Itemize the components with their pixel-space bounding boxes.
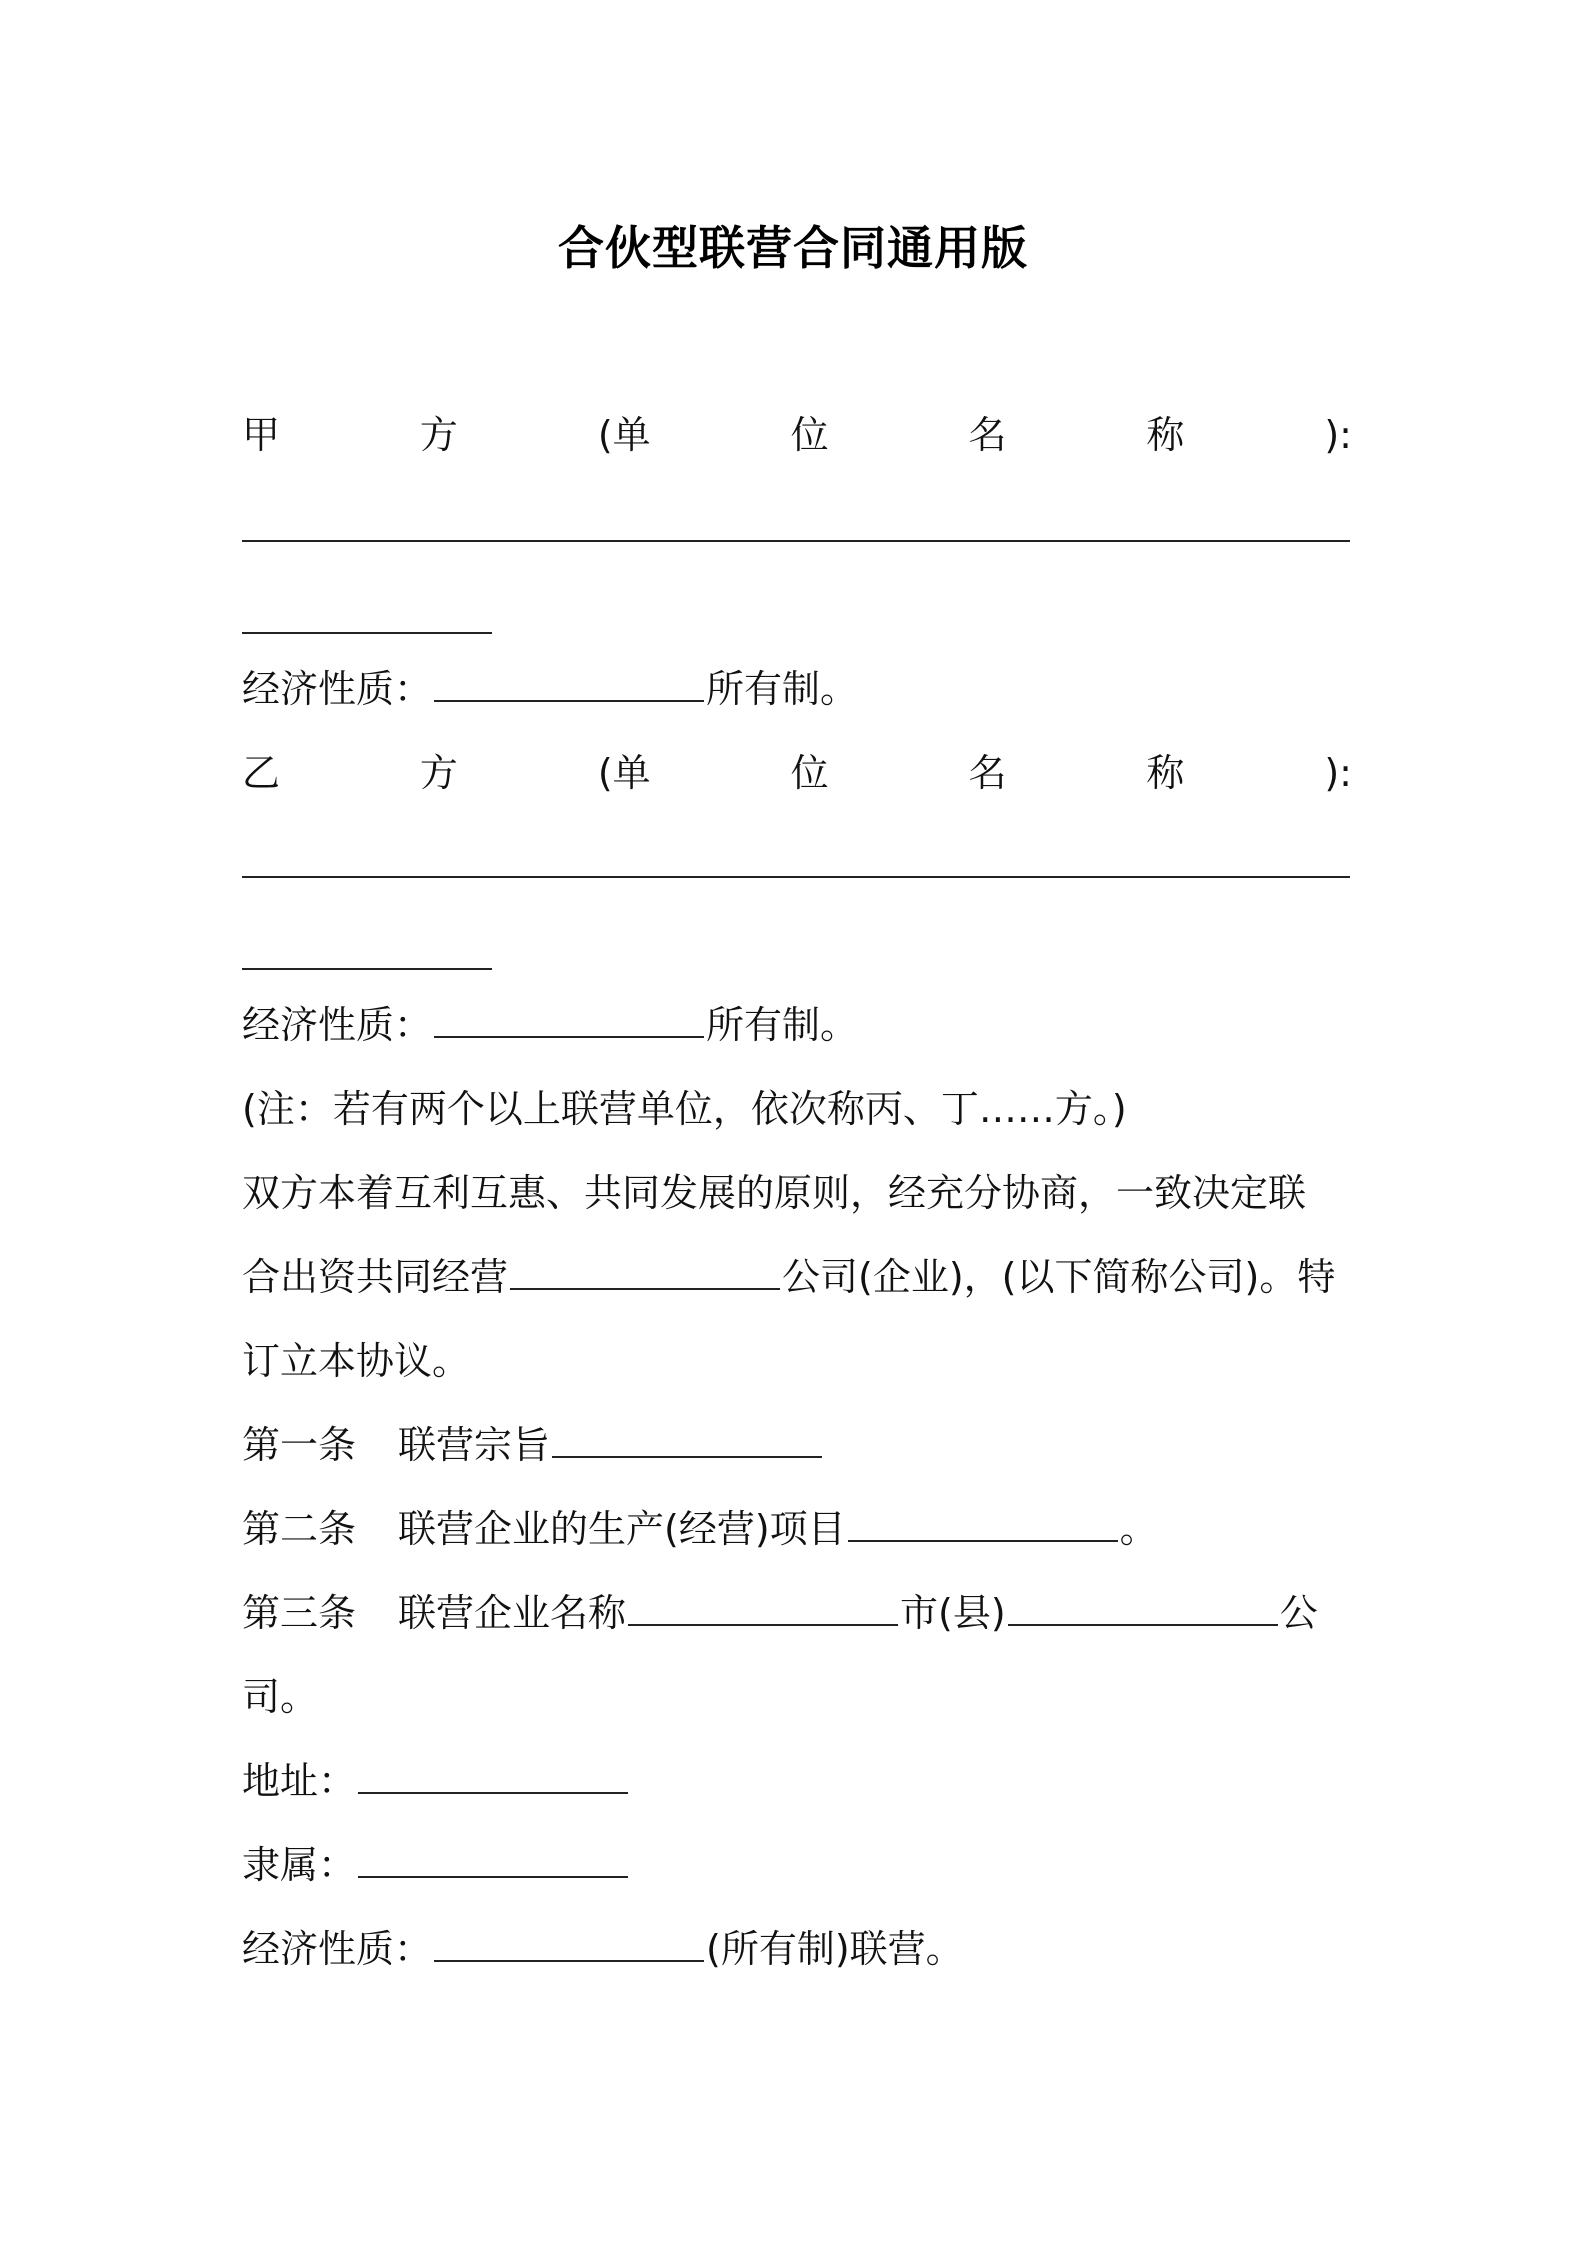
- affiliation-label: 隶属：: [242, 1843, 357, 1887]
- party-a-char: 方: [419, 413, 458, 457]
- intro-line-1: 双方本着互利互惠、共同发展的原则，经充分协商，一致决定联: [242, 1171, 1307, 1215]
- party-b-name-blank[interactable]: [242, 876, 1350, 878]
- party-b-name-blank-cont[interactable]: [242, 968, 492, 970]
- party-b-char: 名: [968, 751, 1007, 795]
- party-a-char: 名: [968, 413, 1007, 457]
- company-name-blank[interactable]: [510, 1252, 780, 1290]
- affiliation-blank[interactable]: [358, 1840, 628, 1878]
- intro-line-2-suffix: 公司(企业)，(以下简称公司)。特: [782, 1255, 1336, 1299]
- party-a-nature-label: 经济性质：: [242, 667, 433, 711]
- party-a-name-blank[interactable]: [242, 540, 1350, 542]
- party-b-char: 方: [419, 751, 458, 795]
- party-b-char: 位: [790, 751, 829, 795]
- party-b-char: 称: [1146, 751, 1185, 795]
- affiliation-field: [242, 1840, 1352, 1890]
- joint-nature-field: [242, 1924, 1352, 1974]
- article-2-blank[interactable]: [848, 1504, 1118, 1542]
- article-1: [242, 1420, 1352, 1470]
- intro-line-2: [242, 1252, 1352, 1302]
- article-3-number: 第三条: [242, 1591, 357, 1635]
- article-2: [242, 1504, 1352, 1554]
- party-b-label: [242, 748, 1352, 798]
- article-3-mid: 市(县): [900, 1591, 1006, 1635]
- joint-nature-suffix: (所有制)联营。: [706, 1927, 964, 1971]
- party-a-char: ):: [1324, 413, 1352, 457]
- party-a-char: 称: [1146, 413, 1185, 457]
- party-b-char: ):: [1324, 751, 1352, 795]
- address-label: 地址：: [242, 1759, 357, 1803]
- article-3-text: 联营企业名称: [398, 1591, 627, 1635]
- article-2-suffix: 。: [1119, 1507, 1158, 1551]
- party-a-nature-suffix: 所有制。: [706, 667, 859, 711]
- address-blank[interactable]: [358, 1756, 628, 1794]
- article-3-company-blank[interactable]: [1008, 1588, 1278, 1626]
- document-title: 合伙型联营合同通用版: [558, 221, 1028, 275]
- article-1-number: 第一条: [242, 1423, 357, 1467]
- article-2-number: 第二条: [242, 1507, 357, 1551]
- joint-nature-blank[interactable]: [434, 1924, 704, 1962]
- article-3: [242, 1588, 1352, 1638]
- intro-line-2-prefix: 合出资共同经营: [242, 1255, 509, 1299]
- intro-line-3: 订立本协议。: [242, 1339, 471, 1383]
- note-text: (注：若有两个以上联营单位，依次称丙、丁……方。): [242, 1087, 1127, 1131]
- party-a-nature-blank[interactable]: [434, 664, 704, 702]
- article-3-city-blank[interactable]: [628, 1588, 898, 1626]
- article-1-blank[interactable]: [552, 1420, 822, 1458]
- party-b-nature-suffix: 所有制。: [706, 1003, 859, 1047]
- party-a-label: [242, 410, 1352, 460]
- party-a-char: (单: [597, 413, 651, 457]
- party-b-nature-label: 经济性质：: [242, 1003, 433, 1047]
- party-b-char: (单: [597, 751, 651, 795]
- party-a-nature: [242, 664, 1352, 714]
- party-b-char: 乙: [242, 751, 281, 795]
- party-b-nature-blank[interactable]: [434, 1000, 704, 1038]
- party-a-name-blank-cont[interactable]: [242, 632, 492, 634]
- joint-nature-label: 经济性质：: [242, 1927, 433, 1971]
- article-3-line-2: 司。: [242, 1675, 319, 1719]
- party-b-nature: [242, 1000, 1352, 1050]
- party-a-char: 位: [790, 413, 829, 457]
- article-1-text: 联营宗旨: [398, 1423, 551, 1467]
- address-field: [242, 1756, 1352, 1806]
- party-a-char: 甲: [242, 413, 281, 457]
- article-3-tail: 公: [1279, 1591, 1318, 1635]
- article-2-text: 联营企业的生产(经营)项目: [398, 1507, 846, 1551]
